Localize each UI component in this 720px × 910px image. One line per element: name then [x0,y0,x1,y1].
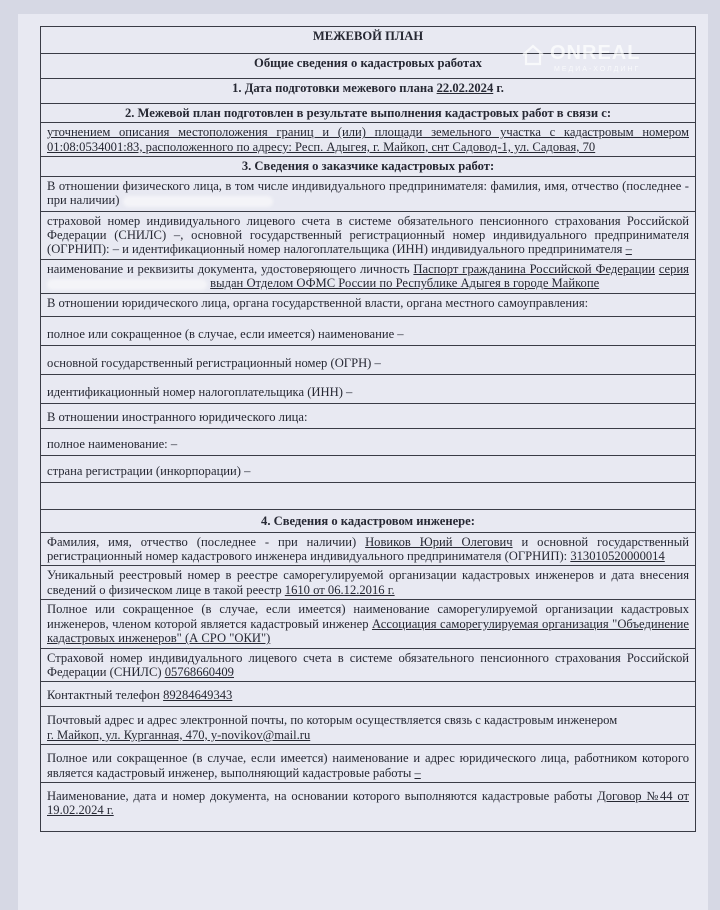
engineer-snils: 05768660409 [164,664,234,679]
section-1-suffix: г. [493,81,504,95]
engineer-name-row [41,532,696,566]
section-2-heading: 2. Межевой план подготовлен в результате выполнения кадастровых работ в связи с: [41,104,696,123]
watermark-logo [514,40,704,80]
engineer-phone: 89284649343 [163,688,233,703]
redacted-passport [47,279,207,290]
ogrn-row: основной государственный регистрационный номер (ОГРН) – [41,345,696,374]
document-title: МЕЖЕВОЙ ПЛАН [41,27,696,54]
watermark-tagline: МЕДИА-ХОЛДИНГ [554,66,641,73]
section-3-heading: 3. Сведения о заказчике кадастровых работ: [41,157,696,176]
watermark-brand: ONREAL [550,42,641,64]
address-label: Почтовый адрес и адрес электронной почты, по которым осуществляется связь с кадастровым инженером [47,713,618,728]
contract-number: Договор №44 от 19.02.2024 г. [47,788,689,818]
customer-person-row [41,176,696,211]
engineer-ogrnip: 313010520000014 [570,549,665,564]
sro-label: Полное или сокращенное (в случае, если имеется) наименование саморегулируемой организации кадастровых инженеров, членом которой является кадастровый инженер [47,602,689,631]
engineer-snils-label: Страховой номер индивидуального лицевого счета в системе обязательного пенсионного страхования Российской Федерации (СНИЛС) [47,650,689,679]
engineer-sro-row [41,600,696,648]
contract-label: Наименование, дата и номер документа, на основании которого выполняются кадастровые работы [47,788,598,803]
redacted-name [123,196,273,207]
employer-dash: – [414,765,421,780]
foreign-entity-row: В отношении иностранного юридического лица: [41,403,696,428]
country-row: страна регистрации (инкорпорации) – [41,455,696,482]
id-document-issuer: выдан Отделом ОФМС России по Республике Адыгея в городе Майкопе [210,276,600,291]
foreign-name-row: полное наименование: – [41,428,696,455]
blank-row [41,482,696,509]
engineer-name-label: Фамилия, имя, отчество (последнее - при наличии) [47,534,366,549]
section-2-purpose [41,123,696,157]
engineer-name: Новиков Юрий Олегович [365,534,513,549]
legal-entity-row: В отношении юридического лица, органа государственной власти, органа местного самоуправления: [41,293,696,316]
contract-row [41,782,696,831]
phone-label: Контактный телефон [47,688,164,703]
id-document-series-label: серия [658,261,689,276]
id-document-name: Паспорт гражданина Российской Федерации [413,261,655,276]
boundary-plan-form [40,26,696,832]
registry-label: Уникальный реестровый номер в реестре саморегулируемой организации кадастровых инженеров и дата внесения сведений о физическом лице в такой реестр [47,568,689,597]
id-document-label: наименование и реквизиты документа, удостоверяющего личность [47,261,414,276]
customer-inn-dash: – [625,242,632,257]
customer-person-label: В отношении физического лица, в том числе индивидуального предпринимателя: фамилия, имя, отчество (последнее - при наличии) [47,178,689,208]
legal-name-row: полное или сокращенное (в случае, если имеется) наименование – [41,316,696,345]
sro-name: Ассоциация саморегулируемая организация "Объединение кадастровых инженеров" (А СРО "ОКИ") [47,616,689,646]
section-1-preparation-date [41,79,696,104]
preparation-date: 22.02.2024 [436,81,494,95]
house-icon [520,42,546,68]
engineer-address: г. Майкоп, ул. Курганная, 470, y-novikov@mail.ru [47,727,311,742]
customer-snils-text: страховой номер индивидуального лицевого счета в системе обязательного пенсионного страхования Российской Федерации (СНИЛС) –, основной государственный регистрационный номер индивидуального предпринимателя (ОГРНИП): – и идентификационный номер налогоплательщика (ИНН) индивидуального предпринимателя [47,213,689,257]
inn-row: идентификационный номер налогоплательщика (ИНН) – [41,374,696,403]
employer-label: Полное или сокращенное (в случае, если имеется) наименование и адрес юридического лица, работником которого является кадастровый инженер, выполняющий кадастровые работы [47,751,689,780]
engineer-ogrnip-label: и основной государственный регистрационный номер кадастрового инженера индивидуального предпринимателя (ОГРНИП): [47,534,689,564]
customer-snils-row [41,211,696,259]
section-1-label: 1. Дата подготовки межевого плана [232,81,437,95]
document-sheet [18,14,708,910]
document-subtitle: Общие сведения о кадастровых работах [41,54,696,79]
engineer-phone-row [41,682,696,707]
cadastral-work-purpose: уточнением описания местоположения границ и (или) площади земельного участка с кадастровым номером 01:08:0534001:83, расположенного по адресу: Респ. Адыгея, г. Майкоп, снт Садовод-1, ул. Садовая, 70 [47,125,689,154]
registry-number: 1610 от 06.12.2016 г. [284,582,395,597]
engineer-snils-row [41,648,696,682]
engineer-employer-row [41,745,696,783]
section-4-heading: 4. Сведения о кадастровом инженере: [41,509,696,532]
engineer-address-row [41,707,696,745]
engineer-registry-row [41,566,696,600]
customer-id-document-row [41,259,696,293]
